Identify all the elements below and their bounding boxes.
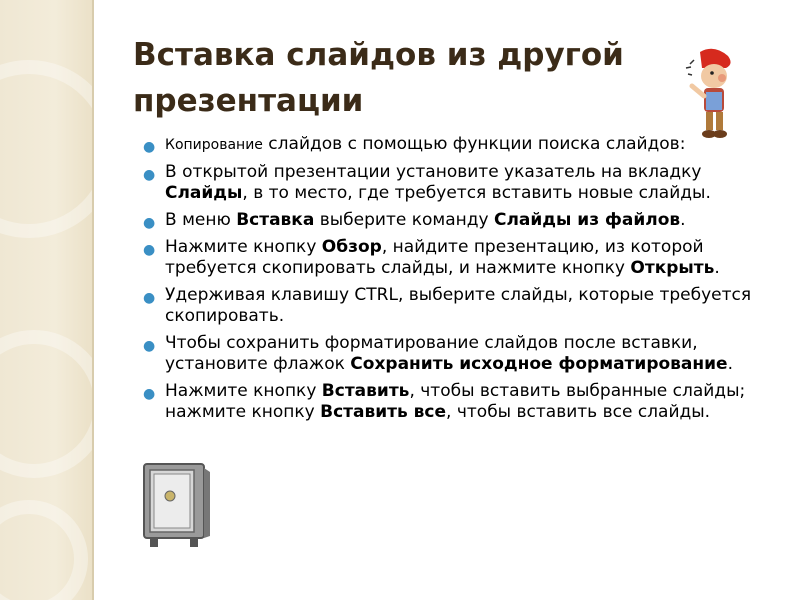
bullet-text: Удерживая клавишу CTRL, выберите слайды, которые требуется скопировать. <box>165 285 752 326</box>
bullet-text: Копирование <box>165 137 263 153</box>
bullet-bold-text: Вставка <box>236 210 315 230</box>
bullet-text: Нажмите кнопку <box>165 381 322 401</box>
bullet-dot-icon: ● <box>143 167 156 183</box>
bullet-text: , чтобы вставить выбранные слайды; нажмите кнопку <box>165 381 746 422</box>
bullet-text: , чтобы вставить все слайды. <box>446 402 711 422</box>
bullet-text: Чтобы сохранить форматирование слайдов после вставки, установите флажок <box>165 333 698 374</box>
bullet-bold-text: Вставить <box>321 381 410 401</box>
bullet-bold-text: Обзор <box>321 237 382 257</box>
bullet-dot-icon: ● <box>143 139 156 155</box>
bullet-item <box>143 237 777 279</box>
bullet-bold-text: Сохранить исходное форматирование <box>350 354 728 374</box>
bullet-list <box>143 134 777 429</box>
bullet-text: В меню <box>165 210 237 230</box>
bullet-dot-icon: ● <box>143 242 156 258</box>
band-divider <box>92 0 94 600</box>
bullet-text: , найдите презентацию, из которой требуется скопировать слайды, и нажмите кнопку <box>165 237 704 278</box>
bullet-item <box>143 285 777 327</box>
bullet-text: . <box>680 210 686 230</box>
safe-clipart-icon <box>140 458 212 550</box>
bullet-text: слайдов с помощью функции поиска слайдов: <box>262 134 686 154</box>
bullet-text: , в то место, где требуется вставить новые слайды. <box>242 183 711 203</box>
bullet-dot-icon: ● <box>143 386 156 402</box>
bullet-item <box>143 333 777 375</box>
slide-title <box>133 32 703 124</box>
bullet-bold-text: Открыть <box>630 258 715 278</box>
bullet-text: . <box>714 258 720 278</box>
bullet-dot-icon: ● <box>143 338 156 354</box>
bullet-dot-icon: ● <box>143 215 156 231</box>
bullet-text: Нажмите кнопку <box>165 237 322 257</box>
bullet-item <box>143 162 777 204</box>
bullet-bold-text: Вставить все <box>320 402 447 422</box>
bullet-item <box>143 381 777 423</box>
bullet-text: . <box>727 354 733 374</box>
bullet-bold-text: Слайды <box>165 183 243 203</box>
bullet-item <box>143 210 777 231</box>
gnome-clipart-icon <box>676 46 740 142</box>
title-line-2: презентации <box>133 83 364 119</box>
bullet-text: В открытой презентации установите указатель на вкладку <box>165 162 702 182</box>
bullet-text: выберите команду <box>314 210 494 230</box>
decorative-left-band <box>0 0 92 600</box>
title-line-1: Вставка слайдов из другой <box>133 37 624 73</box>
bullet-bold-text: Слайды из файлов <box>493 210 681 230</box>
bullet-dot-icon: ● <box>143 290 156 306</box>
